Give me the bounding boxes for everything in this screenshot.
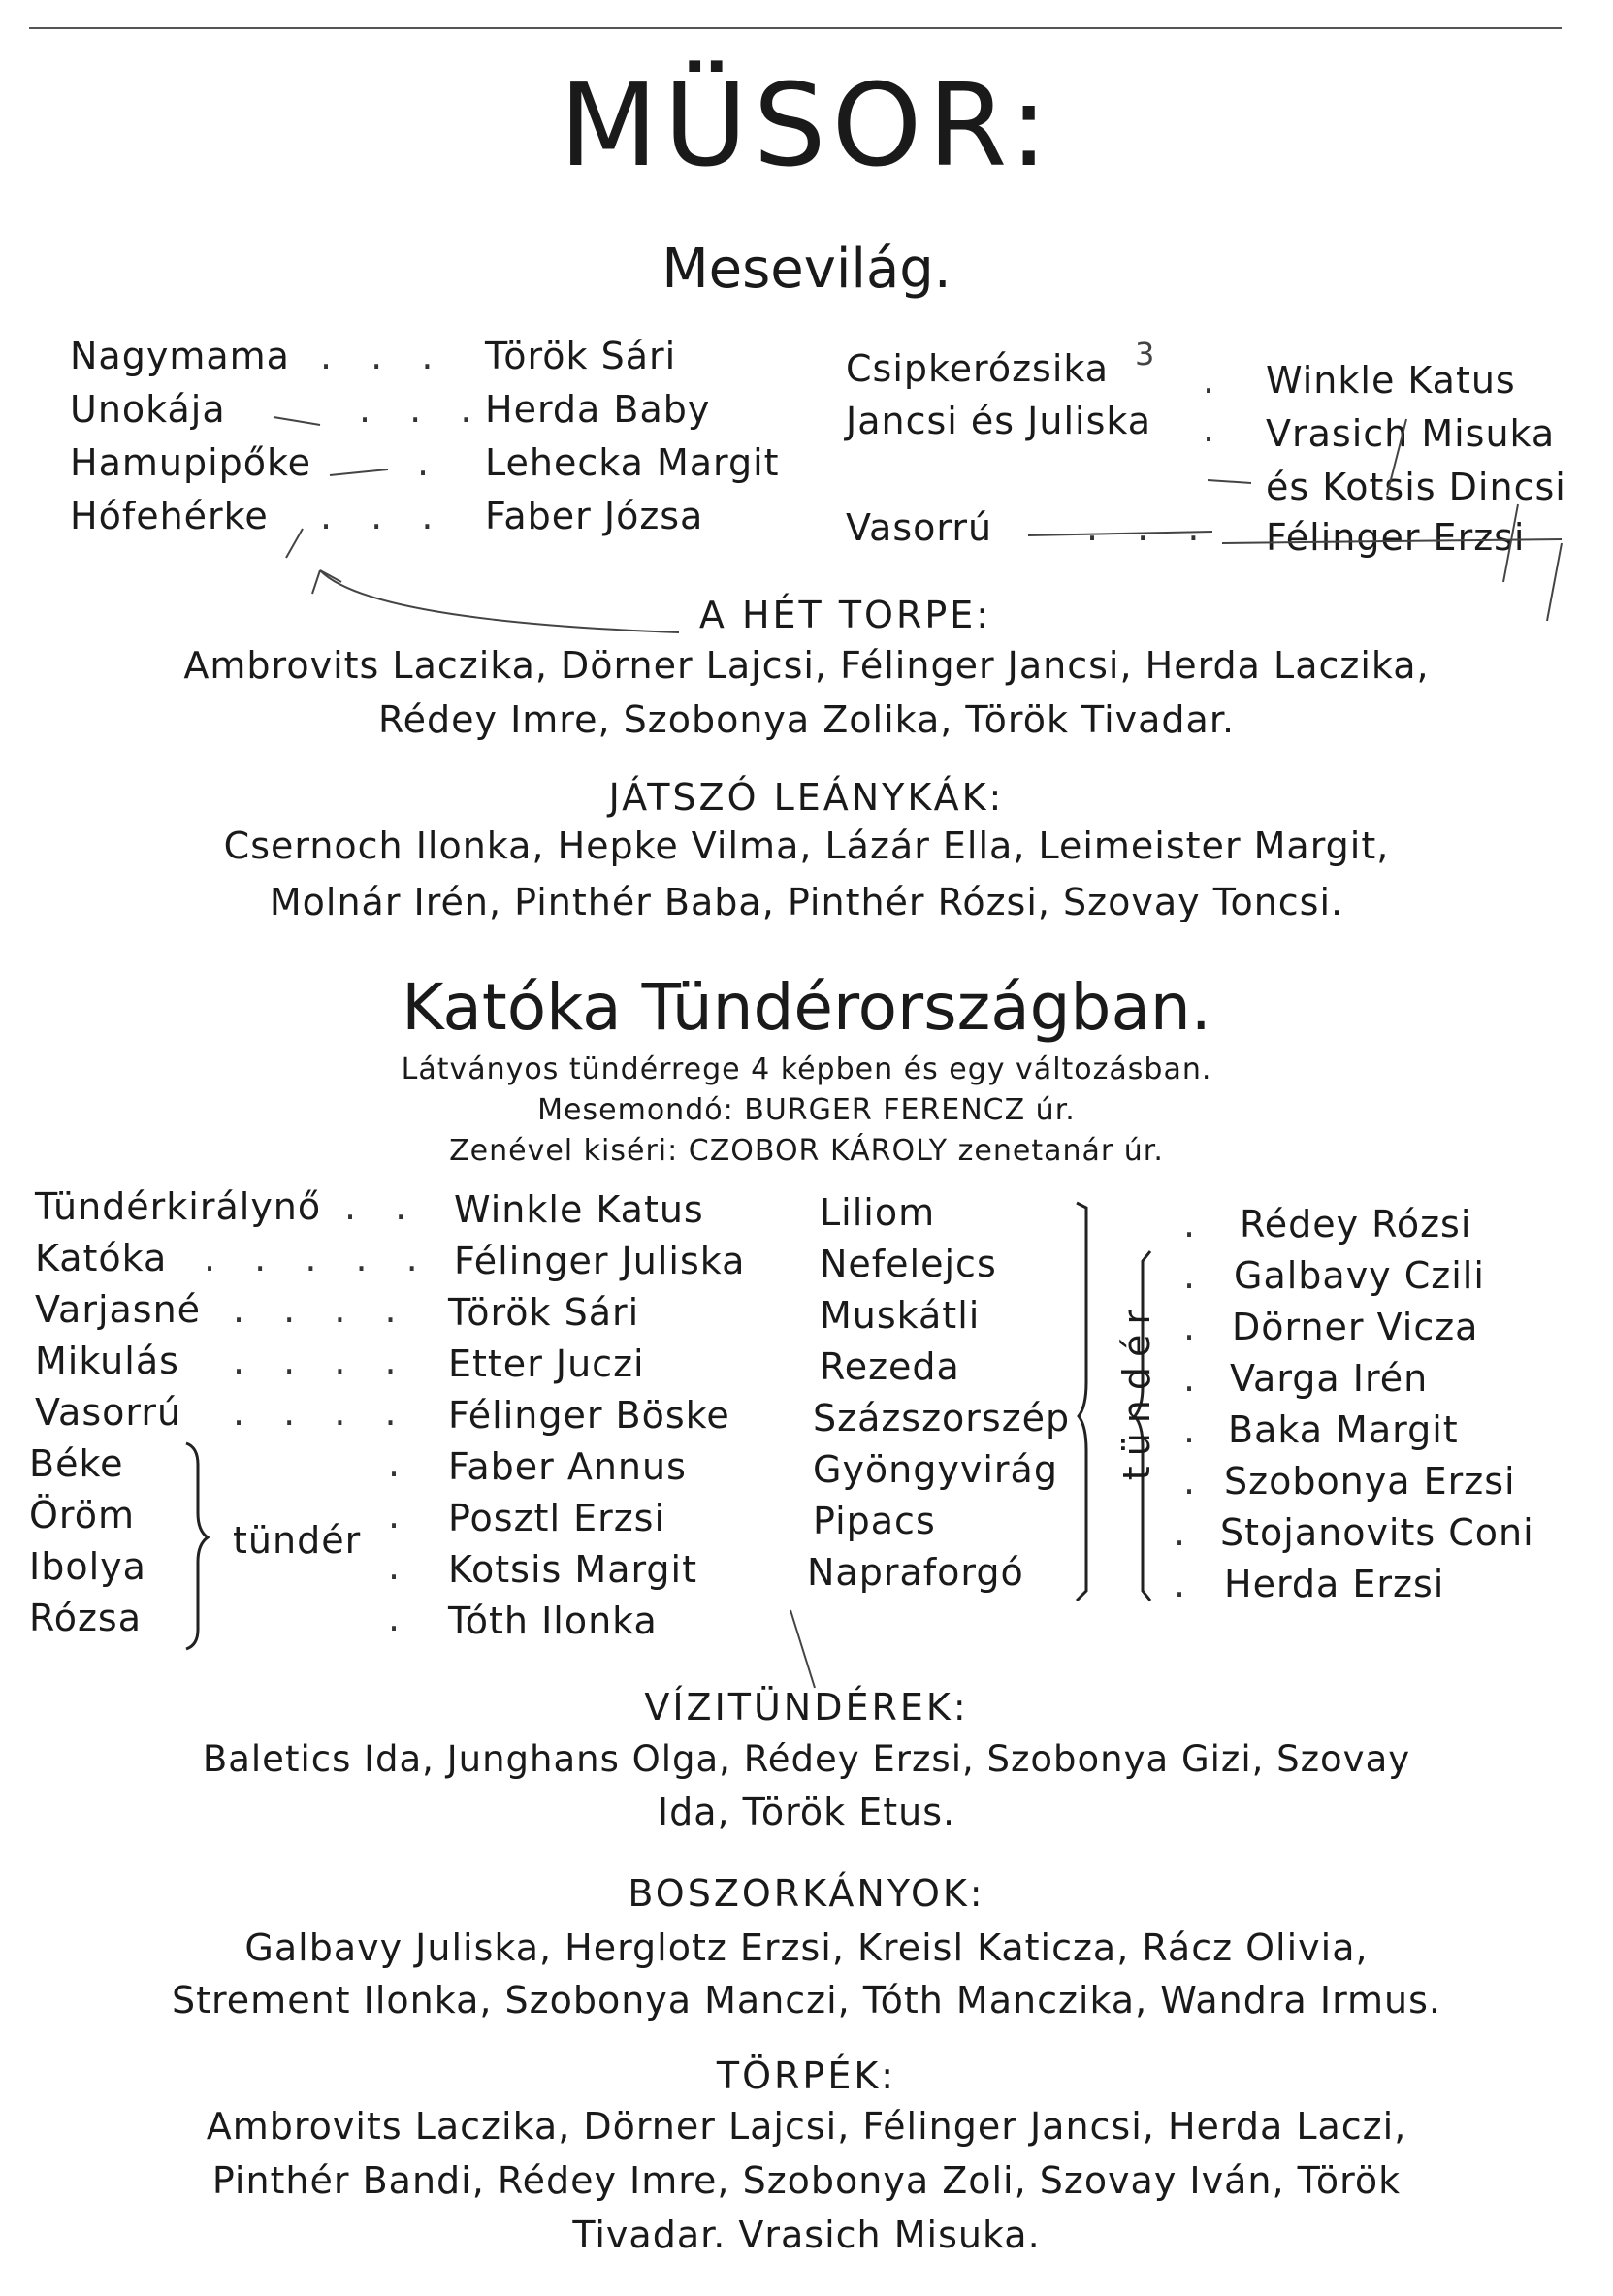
flower-8: Napraforgó: [807, 1551, 1024, 1594]
flower-2: Nefelejcs: [820, 1243, 997, 1285]
p1-role-2: Unokája: [70, 388, 226, 431]
p2-actor-8: Kotsis Margit: [448, 1548, 698, 1591]
p2-leader-3: . . . .: [233, 1288, 410, 1331]
flower-3: Muskátli: [820, 1294, 981, 1337]
flower-actor-3: Dörner Vicza: [1232, 1306, 1479, 1348]
p1-right-actor-4: Félinger Erzsi: [1266, 516, 1526, 559]
flower-4: Rezeda: [820, 1345, 960, 1388]
p1-actor-1: Török Sári: [485, 335, 677, 377]
p1-right-leader-2: .: [1203, 407, 1229, 450]
p1-right-actor-1: Winkle Katus: [1266, 359, 1516, 402]
flower-group-label: tündér: [1115, 1300, 1158, 1481]
p2-role-9: Rózsa: [29, 1597, 142, 1639]
p2-role-1: Tündérkirálynő: [35, 1185, 322, 1228]
p2-role-8: Ibolya: [29, 1545, 146, 1588]
p2-actor-6: Faber Annus: [448, 1445, 687, 1488]
flower-actor-4: Varga Irén: [1230, 1357, 1429, 1400]
p1-right-actor-3: és Kotsis Dincsi: [1266, 466, 1566, 508]
part2-music: Zenével kiséri: CZOBOR KÁROLY zenetanár úr.: [449, 1134, 1164, 1168]
p2-leader-7: .: [388, 1494, 414, 1536]
p1-girls-line-1: Csernoch Ilonka, Hepke Vilma, Lázár Ella, Leimeister Margit,: [223, 825, 1390, 867]
flower-actor-2: Galbavy Czili: [1234, 1254, 1485, 1297]
water-line-1: Baletics Ida, Junghans Olga, Rédey Erzsi, Szobonya Gizi, Szovay: [202, 1738, 1411, 1780]
part2-subtitle: Látványos tündérrege 4 képben és egy változásban.: [401, 1052, 1212, 1086]
p1-dwarfs-heading: A HÉT TORPE:: [698, 594, 992, 636]
p1-girls-heading: JÁTSZÓ LEÁNYKÁK:: [608, 776, 1005, 819]
p2-dwarfs-line-3: Tivadar. Vrasich Misuka.: [572, 2214, 1041, 2256]
p1-dwarfs-line-2: Rédey Imre, Szobonya Zolika, Török Tivadar.: [377, 698, 1236, 741]
p1-actor-4: Faber Józsa: [485, 495, 704, 537]
fa-dot-4: .: [1183, 1357, 1210, 1400]
flower-7: Pipacs: [813, 1500, 936, 1542]
p2-dwarfs-line-2: Pinthér Bandi, Rédey Imre, Szobonya Zoli, Szovay Iván, Török: [211, 2159, 1402, 2202]
p1-right-role-2: Jancsi és Juliska: [846, 400, 1151, 442]
p1-girls-line-2: Molnár Irén, Pinthér Baba, Pinthér Rózsi, Szovay Toncsi.: [269, 881, 1344, 923]
part2-title: Katóka Tündérországban.: [402, 970, 1211, 1045]
fa-dot-2: .: [1183, 1254, 1210, 1297]
fa-dot-8: .: [1174, 1563, 1200, 1605]
fairy-group-label: tündér: [233, 1519, 362, 1562]
fa-dot-5: .: [1183, 1408, 1210, 1451]
p2-leader-8: .: [388, 1545, 414, 1588]
flower-actor-6: Szobonya Erzsi: [1224, 1460, 1516, 1503]
p1-leader-2: . . .: [359, 388, 486, 431]
p1-dwarfs-line-1: Ambrovits Laczika, Dörner Lajcsi, Félinger Jancsi, Herda Laczika,: [183, 644, 1430, 687]
p2-leader-9: .: [388, 1597, 414, 1639]
p2-leader-5: . . . .: [233, 1391, 410, 1434]
p1-right-actor-2: Vrasich Misuka: [1266, 412, 1556, 455]
flower-1: Liliom: [820, 1191, 936, 1234]
program-title: MÜSOR:: [559, 58, 1054, 192]
p1-right-role-4: Vasorrú: [846, 506, 993, 549]
p1-leader-4: . . .: [320, 495, 447, 537]
p2-actor-1: Winkle Katus: [454, 1188, 704, 1231]
p2-role-4: Mikulás: [35, 1340, 179, 1382]
p1-leader-1: . . .: [320, 335, 447, 377]
part1-title: Mesevilág.: [661, 238, 952, 301]
p2-role-6: Béke: [29, 1442, 124, 1485]
p2-dwarfs-line-1: Ambrovits Laczika, Dörner Lajcsi, Félinger Jancsi, Herda Laczi,: [206, 2105, 1407, 2148]
water-line-2: Ida, Török Etus.: [657, 1791, 956, 1833]
p2-actor-3: Török Sári: [448, 1291, 640, 1334]
p2-actor-7: Posztl Erzsi: [448, 1497, 666, 1539]
p2-leader-2: . . . . .: [204, 1237, 432, 1279]
p2-role-2: Katóka: [35, 1237, 168, 1279]
p1-role-4: Hófehérke: [70, 495, 269, 537]
fa-dot-6: .: [1183, 1460, 1210, 1503]
p2-leader-6: .: [388, 1442, 414, 1485]
p1-right-role-1: Csipkerózsika: [846, 347, 1110, 390]
p2-actor-5: Félinger Böske: [448, 1394, 730, 1437]
p2-leader-4: . . . .: [233, 1340, 410, 1382]
p2-role-5: Vasorrú: [35, 1391, 182, 1434]
flower-actor-7: Stojanovits Coni: [1220, 1511, 1534, 1554]
flower-5: Százszorszép: [813, 1397, 1071, 1439]
p2-role-3: Varjasné: [35, 1288, 202, 1331]
witches-line-2: Strement Ilonka, Szobonya Manczi, Tóth Manczika, Wandra Irmus.: [171, 1979, 1442, 2021]
fa-dot-1: .: [1183, 1203, 1210, 1245]
p2-actor-4: Etter Juczi: [448, 1342, 645, 1385]
p1-role-1: Nagymama: [70, 335, 290, 377]
p2-dwarfs-heading: TÖRPÉK:: [716, 2054, 897, 2097]
p2-role-7: Öröm: [29, 1494, 135, 1536]
part2-narrator: Mesemondó: BURGER FERENCZ úr.: [537, 1093, 1076, 1127]
p1-role-3: Hamupipőke: [70, 441, 312, 484]
p1-leader-3: .: [417, 441, 443, 484]
water-heading: VÍZITÜNDÉREK:: [644, 1686, 969, 1729]
fa-dot-3: .: [1183, 1306, 1210, 1348]
p2-actor-2: Félinger Juliska: [454, 1240, 746, 1282]
flower-actor-8: Herda Erzsi: [1224, 1563, 1445, 1605]
p1-right-leader-4: . . .: [1086, 506, 1213, 549]
flower-6: Gyöngyvirág: [813, 1448, 1058, 1491]
flower-actor-5: Baka Margit: [1228, 1408, 1459, 1451]
p1-actor-2: Herda Baby: [485, 388, 711, 431]
flower-actor-1: Rédey Rózsi: [1240, 1203, 1472, 1245]
p1-annotation-number: 3: [1135, 336, 1156, 372]
p2-actor-9: Tóth Ilonka: [448, 1600, 658, 1642]
witches-heading: BOSZORKÁNYOK:: [628, 1872, 985, 1915]
p1-right-leader-1: .: [1203, 359, 1229, 402]
fa-dot-7: .: [1174, 1511, 1200, 1554]
p1-actor-3: Lehecka Margit: [485, 441, 780, 484]
witches-line-1: Galbavy Juliska, Herglotz Erzsi, Kreisl Katicza, Rácz Olivia,: [244, 1926, 1369, 1969]
p2-leader-1: . .: [344, 1185, 421, 1228]
